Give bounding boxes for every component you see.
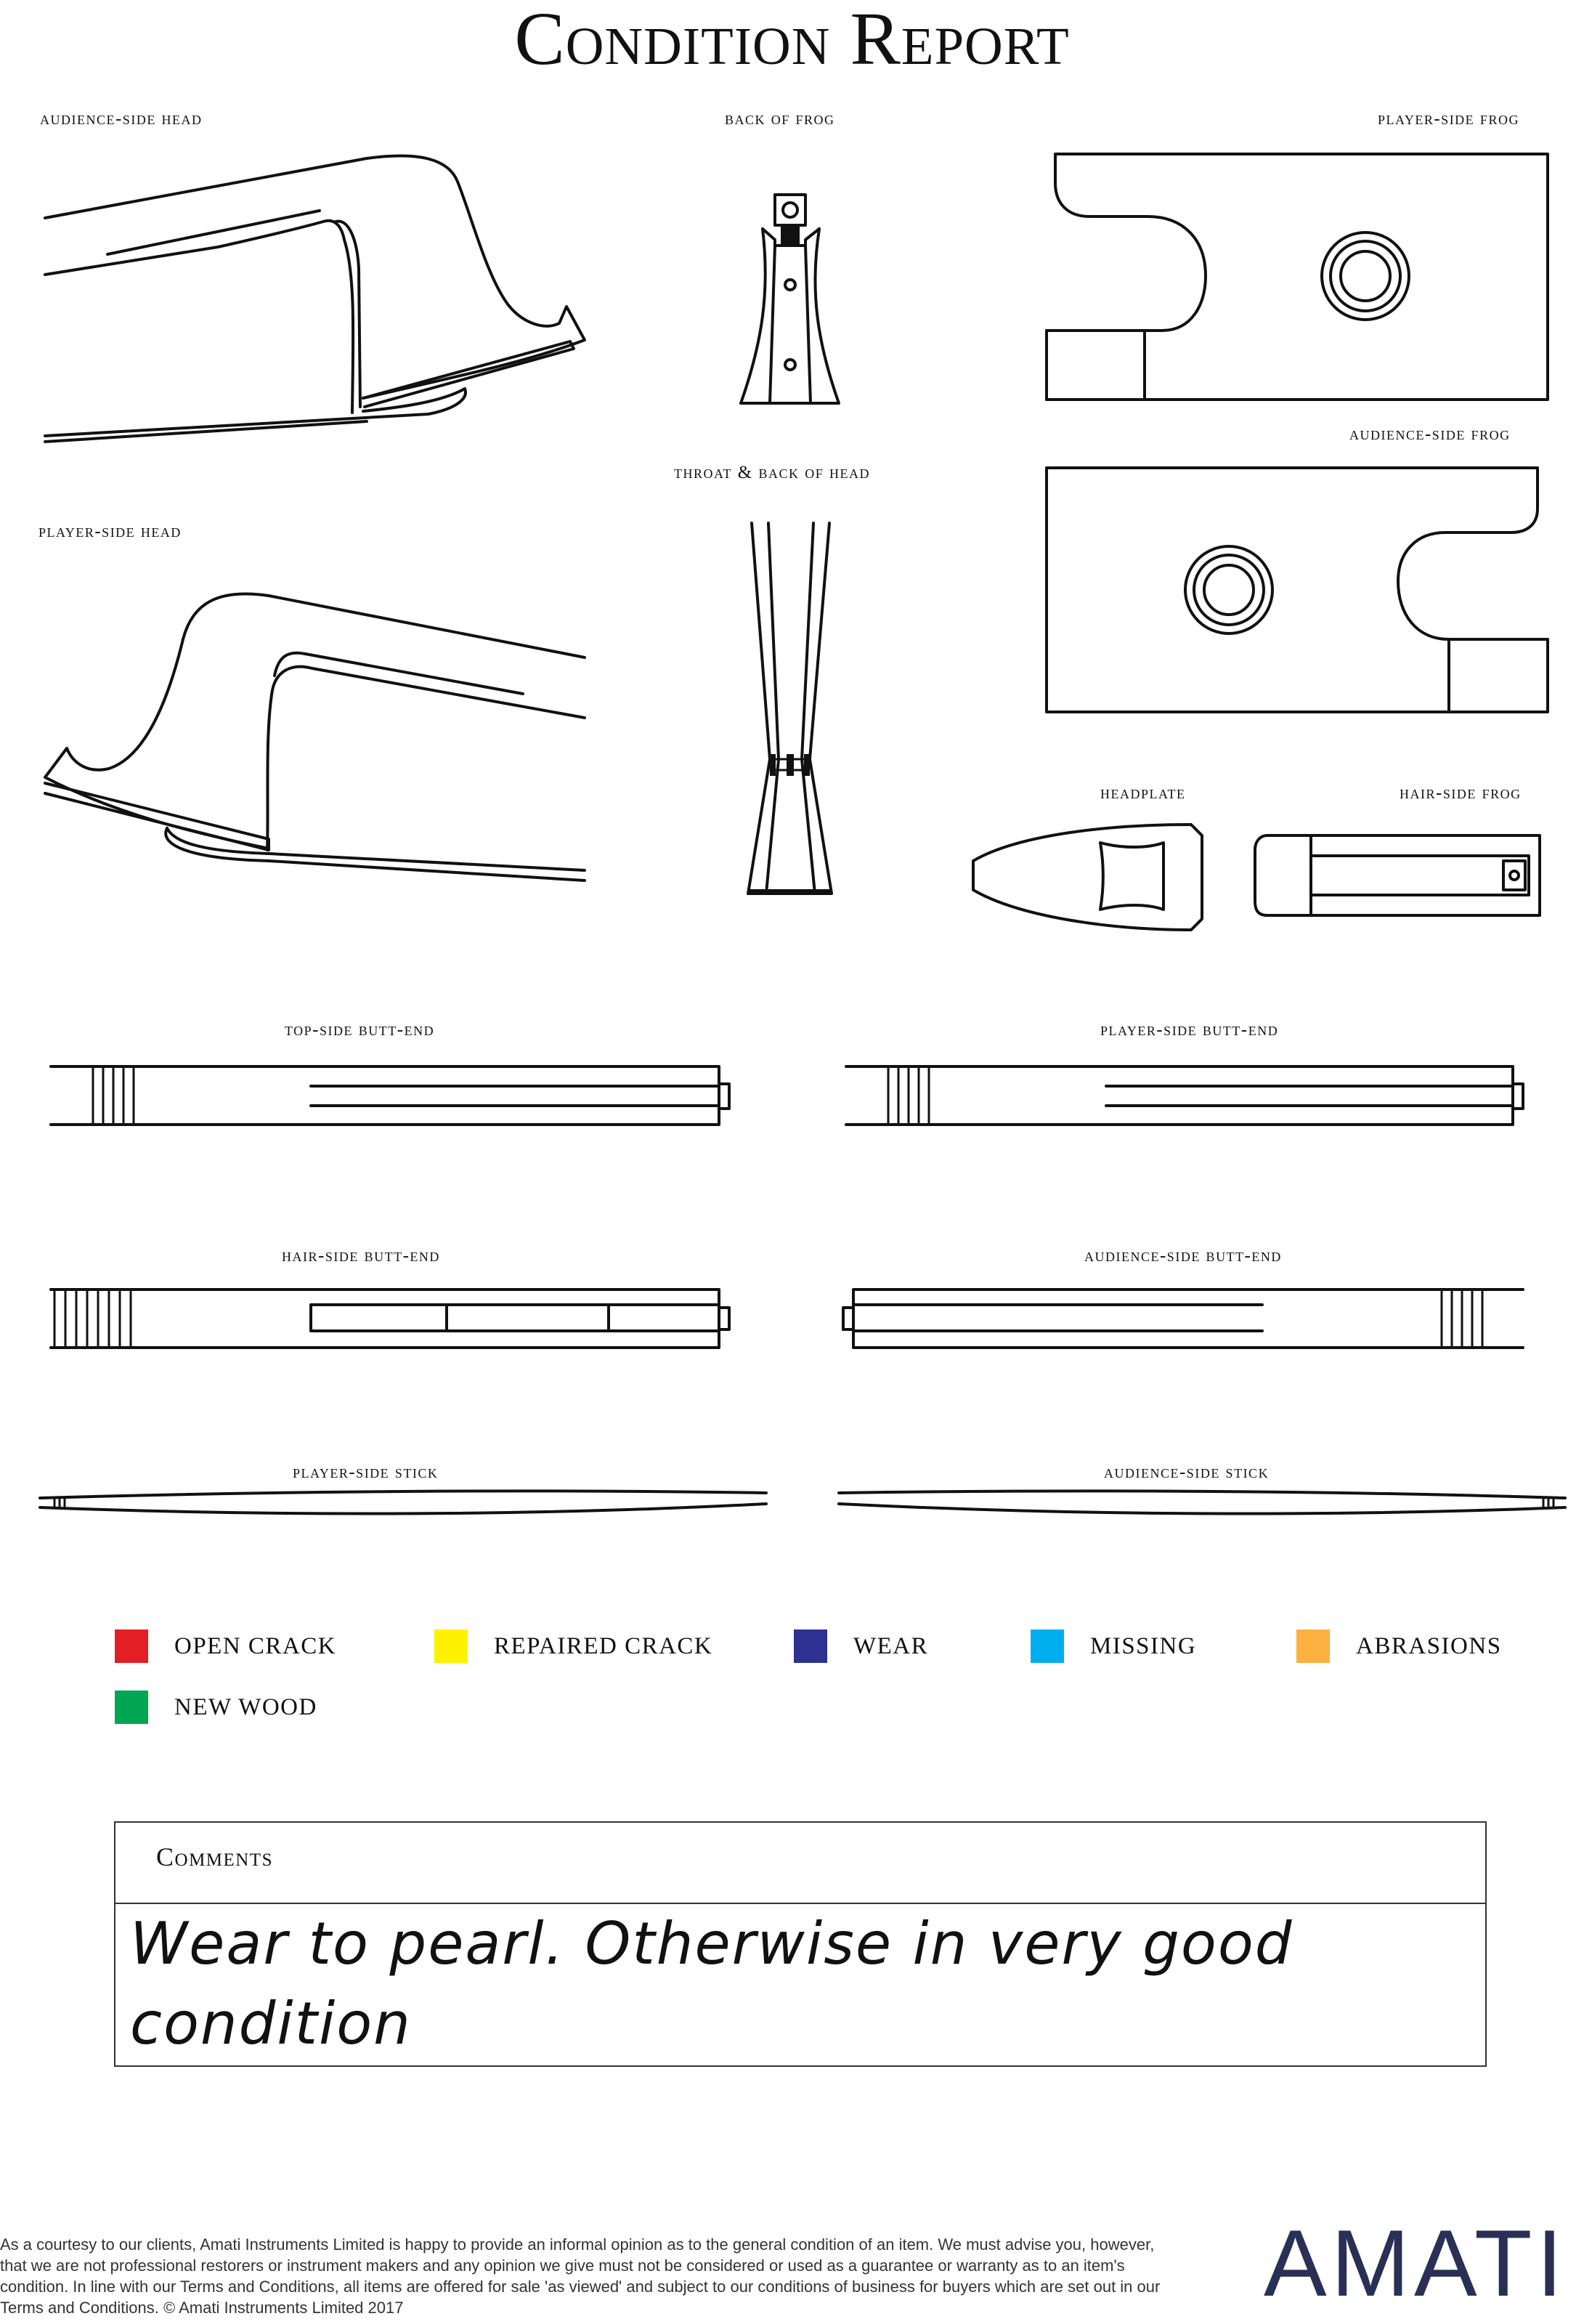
legend-swatch-open-crack [115, 1629, 148, 1663]
legend-label-repaired-crack: REPAIRED CRACK [494, 1632, 713, 1659]
comments-title: Comments [156, 1842, 274, 1871]
legend-missing [1031, 1629, 1196, 1663]
comments-text: Wear to pearl. Otherwise in very good condition [130, 1910, 1293, 2057]
comments-header [115, 1823, 1485, 1904]
legend-abrasions [1296, 1629, 1502, 1663]
page-title: Condition Report [514, 0, 1070, 81]
label-player-side-stick: player-side stick [293, 1462, 439, 1482]
label-hair-side-butt-end: hair-side butt-end [282, 1246, 440, 1266]
diagram-player-side-head [45, 594, 585, 881]
label-top-side-butt-end: top-side butt-end [285, 1020, 435, 1040]
diagram-player-side-stick [40, 1491, 766, 1513]
diagram-back-of-frog [741, 195, 839, 403]
diagram-hair-side-frog [1255, 835, 1540, 915]
label-audience-side-butt-end: audience-side butt-end [1084, 1246, 1282, 1266]
legend-open-crack [115, 1629, 336, 1663]
label-player-side-butt-end: player-side butt-end [1100, 1020, 1279, 1040]
label-player-side-head: player-side head [38, 522, 182, 541]
legend-swatch-missing [1031, 1629, 1064, 1663]
label-audience-side-stick: audience-side stick [1104, 1462, 1270, 1482]
diagram-player-side-butt-end [846, 1066, 1523, 1125]
label-headplate: headplate [1100, 783, 1186, 803]
legend-label-wear: WEAR [853, 1632, 929, 1659]
diagram-throat-back-of-head [748, 523, 832, 895]
legend-label-new-wood: NEW WOOD [174, 1693, 317, 1720]
legend-wear [794, 1629, 928, 1663]
legend-label-missing: MISSING [1090, 1632, 1197, 1659]
legend-repaired-crack [434, 1629, 712, 1663]
label-throat-back-of-head: throat & back of head [674, 463, 870, 482]
diagram-hair-side-butt-end [51, 1289, 729, 1348]
legend-swatch-wear [794, 1629, 827, 1663]
label-back-of-frog: back of frog [725, 109, 835, 129]
label-player-side-frog: player-side frog [1378, 109, 1519, 129]
diagram-audience-side-head [45, 156, 585, 442]
label-audience-side-frog: audience-side frog [1349, 424, 1511, 444]
diagram-audience-side-stick [839, 1491, 1565, 1513]
amati-logo: AMATI [1264, 2210, 1567, 2316]
legend-swatch-abrasions [1296, 1629, 1330, 1663]
diagram-top-side-butt-end [51, 1066, 729, 1125]
diagram-headplate [973, 825, 1202, 930]
legend-new-wood [115, 1691, 317, 1724]
label-audience-side-head: audience-side head [40, 109, 203, 129]
legend-label-abrasions: ABRASIONS [1356, 1632, 1502, 1659]
comments-box [114, 1821, 1487, 2067]
legend-label-open-crack: OPEN CRACK [174, 1632, 337, 1659]
legend-swatch-repaired-crack [434, 1629, 468, 1663]
diagram-audience-side-frog [1047, 468, 1548, 712]
diagram-player-side-frog [1047, 154, 1548, 400]
diagram-audience-side-butt-end [843, 1289, 1523, 1348]
legend-swatch-new-wood [115, 1691, 148, 1724]
label-hair-side-frog: hair-side frog [1400, 783, 1522, 803]
disclaimer-text: As a courtesy to our clients, Amati Instruments Limited is happy to provide an informal opinion as to the general condition of an item. We must advise you, however, that we are not professional restorers or instrument makers and any opinion we give must not be considered or used as a guarantee or warranty as to an item's condition. In line with our Terms and Conditions, all items are offered for sale 'as viewed' and subject to our conditions of business for buyers which are set out in our Terms and Conditions. © Amati Instruments Limited 2017 [0, 2235, 1161, 2317]
